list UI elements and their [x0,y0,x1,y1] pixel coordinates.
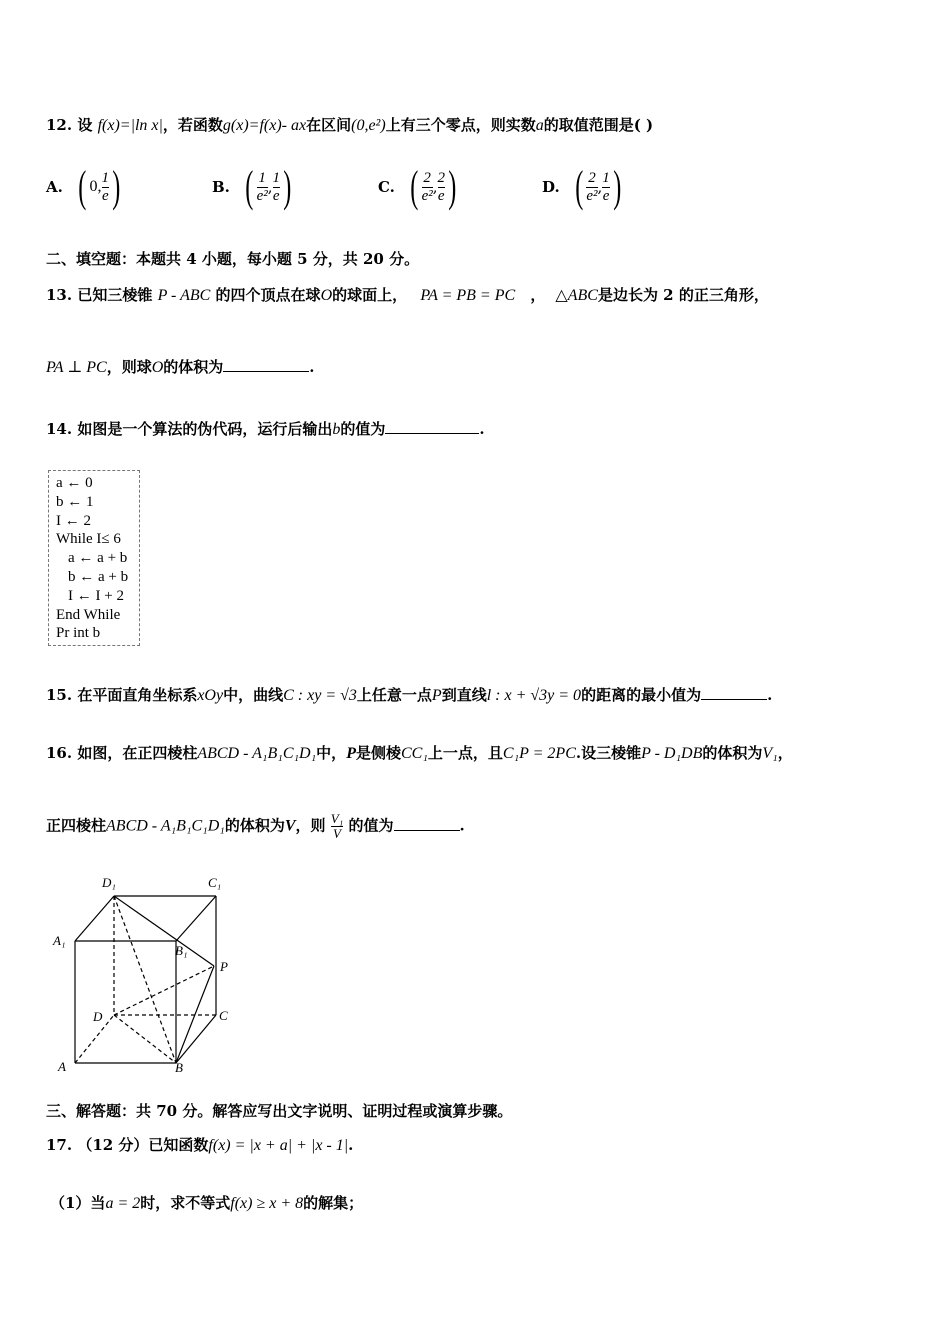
label-c: C [219,1008,228,1023]
v1-over-v-fraction: $\frac{\text{V₁}}{V}$ [330,811,344,841]
q13-answer-blank[interactable] [223,371,309,372]
q15-answer-blank[interactable] [701,699,767,700]
label-b: B [175,1060,183,1075]
code-line: a ← a + b [68,550,128,567]
q17-line: 17. （12 分）已知函数f(x) = |x + a| + |x - 1|. [46,1136,354,1154]
option-a[interactable]: A. ( 0, $\frac{1}{e}$ ) [46,162,121,211]
q14-answer-blank[interactable] [385,433,479,434]
label-b1: B₁ [175,943,188,958]
q12-g-expr: g(x)=f(x)- ax [222,117,307,134]
label-p: P [220,959,228,974]
label-a1: A₁ [53,933,66,948]
q16-line-1: 16. 如图，在正四棱柱ABCD - A₁B₁C₁D₁中，P是侧棱CC₁上一点，且C₁P = 2PC.设三棱锥P - D₁DB的体积为V₁， [46,744,793,762]
code-line: Pr int b [56,625,101,642]
prism-figure [44,868,244,1078]
label-d: D [93,1009,103,1024]
q15-line: 15. 在平面直角坐标系xOy中，曲线C : xy = √3上任意一点P到直线l : x + √3y = 0的距离的最小值为 . [46,686,773,704]
code-line: I ← I + 2 [68,587,124,604]
q14-line: 14. 如图是一个算法的伪代码，运行后输出b的值为 . [46,420,485,438]
q12-f-expr: f(x)=|ln x| [97,117,163,134]
q16-line-2: 正四棱柱ABCD - A₁B₁C₁D₁的体积为V，则 $\frac{\text{V₁}}{V}$ 的值为 . [46,811,465,841]
q12-line: 12. 设 f(x)=|ln x|，若函数g(x)=f(x)- ax在区间(0,e²)上有三个零点，则实数a的取值范围是( ) [46,116,654,134]
section-3-heading: 三、解答题：共 70 分。解答应写出文字说明、证明过程或演算步骤。 [46,1102,513,1120]
option-d[interactable]: D. ( $\frac{2}{\text{e²}}$ , $\frac{1}{e}$ ) [542,162,622,211]
code-line: a ← 0 [56,475,93,491]
option-b[interactable]: B. ( $\frac{1}{\text{e²}}$ , $\frac{1}{e}$ ) [212,162,292,211]
label-c1: C₁ [208,875,222,890]
code-line: End While [56,606,121,623]
section-2-heading: 二、填空题：本题共 4 小题，每小题 5 分，共 20 分。 [46,250,420,268]
q13-line-1: 13. 已知三棱锥 P - ABC 的四个顶点在球O的球面上， PA = PB = PC ， △ABC是边长为 2 的正三角形， [46,286,769,304]
pseudo-code-box [48,470,140,646]
option-c[interactable]: C. ( $\frac{2}{\text{e²}}$ , $\frac{2}{e}$ ) [378,162,457,211]
q17-part-1: （1）当a = 2时，求不等式f(x) ≥ x + 8的解集； [50,1194,364,1212]
code-line: b ← a + b [68,568,129,585]
label-a: A [58,1059,66,1074]
label-d1: D₁ [102,875,116,890]
option-a-fraction: $\frac{1}{e}$ [101,169,110,204]
code-line: b ← 1 [56,493,94,510]
q13-line-2: PA ⊥ PC，则球O的体积为 . [46,358,315,376]
code-line: While I≤ 6 [56,531,121,548]
code-line: I ← 2 [56,512,91,529]
q12-interval: (0,e²) [351,117,386,134]
q16-answer-blank[interactable] [394,830,460,831]
